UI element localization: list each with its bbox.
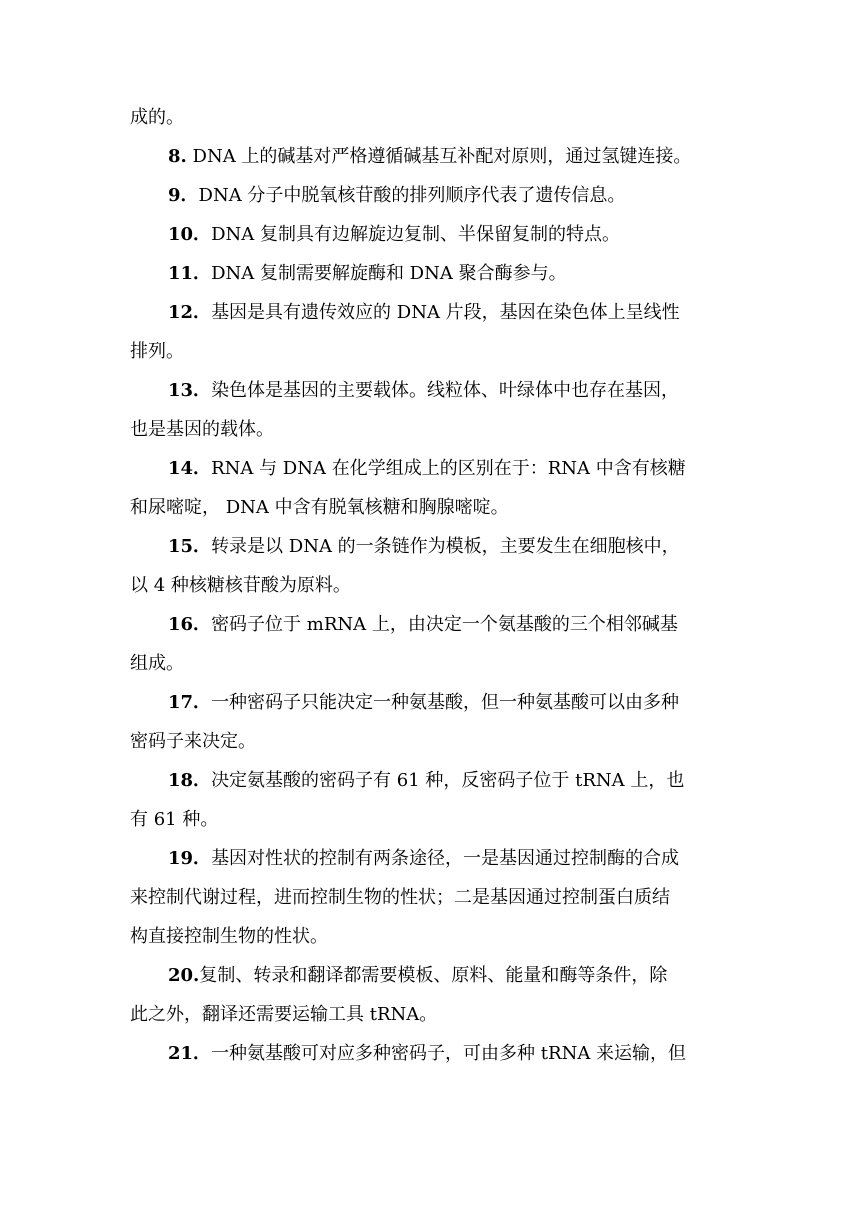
item-number: 11． bbox=[168, 263, 212, 284]
item-number: 21． bbox=[168, 1043, 212, 1064]
item-number: 9． bbox=[168, 185, 199, 206]
item-13 bbox=[130, 371, 730, 410]
item-number: 16． bbox=[168, 614, 212, 635]
item-number: 12． bbox=[168, 302, 212, 323]
line-text: DNA 复制需要解旋酶和 DNA 聚合酶参与。 bbox=[211, 263, 567, 284]
line-text: 和尿嘧啶， DNA 中含有脱氧核糖和胸腺嘧啶。 bbox=[130, 497, 509, 518]
line-text: 构直接控制生物的性状。 bbox=[130, 926, 328, 947]
item-14 bbox=[130, 449, 730, 488]
line-text: 密码子位于 mRNA 上，由决定一个氨基酸的三个相邻碱基 bbox=[211, 614, 678, 635]
text-line bbox=[130, 644, 730, 683]
line-text: 一种氨基酸可对应多种密码子，可由多种 tRNA 来运输，但 bbox=[211, 1043, 687, 1064]
item-16 bbox=[130, 605, 730, 644]
line-text: 密码子来决定。 bbox=[130, 731, 256, 752]
line-text: 也是基因的载体。 bbox=[130, 419, 274, 440]
line-text: 基因对性状的控制有两条途径，一是基因通过控制酶的合成 bbox=[211, 848, 680, 869]
line-text: DNA 分子中脱氧核苷酸的排列顺序代表了遗传信息。 bbox=[198, 185, 626, 206]
item-number: 19． bbox=[168, 848, 212, 869]
text-line bbox=[130, 410, 730, 449]
item-9 bbox=[130, 176, 730, 215]
item-17 bbox=[130, 683, 730, 722]
item-number: 18． bbox=[168, 770, 212, 791]
item-10 bbox=[130, 215, 730, 254]
item-15 bbox=[130, 527, 730, 566]
line-text: 复制、转录和翻译都需要模板、原料、能量和酶等条件，除 bbox=[199, 965, 668, 986]
line-text: 此之外，翻译还需要运输工具 tRNA。 bbox=[130, 1004, 438, 1025]
text-line bbox=[130, 995, 730, 1034]
item-11 bbox=[130, 254, 730, 293]
item-20 bbox=[130, 956, 730, 995]
item-number: 17． bbox=[168, 692, 212, 713]
line-text: 成的。 bbox=[130, 107, 184, 128]
line-text: 有 61 种。 bbox=[130, 809, 219, 830]
item-18 bbox=[130, 761, 730, 800]
line-text: 染色体是基因的主要载体。线粒体、叶绿体中也存在基因， bbox=[211, 380, 680, 401]
line-text: 排列。 bbox=[130, 341, 184, 362]
document-body bbox=[130, 98, 730, 1073]
item-19 bbox=[130, 839, 730, 878]
line-text: 一种密码子只能决定一种氨基酸，但一种氨基酸可以由多种 bbox=[211, 692, 680, 713]
item-21 bbox=[130, 1034, 730, 1073]
text-line bbox=[130, 878, 730, 917]
text-line bbox=[130, 722, 730, 761]
line-text: RNA 与 DNA 在化学组成上的区别在于：RNA 中含有核糖 bbox=[211, 458, 686, 479]
line-text: DNA 上的碱基对严格遵循碱基互补配对原则，通过氢键连接。 bbox=[186, 146, 692, 167]
item-number: 10． bbox=[168, 224, 212, 245]
item-number: 14． bbox=[168, 458, 212, 479]
item-number: 20. bbox=[168, 965, 200, 986]
text-line bbox=[130, 488, 730, 527]
text-line bbox=[130, 917, 730, 956]
item-8 bbox=[130, 137, 730, 176]
line-text: 基因是具有遗传效应的 DNA 片段，基因在染色体上呈线性 bbox=[211, 302, 680, 323]
text-line bbox=[130, 566, 730, 605]
item-number: 8. bbox=[168, 146, 187, 167]
line-text: 决定氨基酸的密码子有 61 种，反密码子位于 tRNA 上，也 bbox=[211, 770, 685, 791]
text-line bbox=[130, 800, 730, 839]
line-text: 以 4 种核糖核苷酸为原料。 bbox=[130, 575, 351, 596]
line-text: 来控制代谢过程，进而控制生物的性状；二是基因通过控制蛋白质结 bbox=[130, 887, 670, 908]
line-text: DNA 复制具有边解旋边复制、半保留复制的特点。 bbox=[211, 224, 620, 245]
line-text: 组成。 bbox=[130, 653, 184, 674]
text-line bbox=[130, 98, 730, 137]
item-12 bbox=[130, 293, 730, 332]
item-number: 15． bbox=[168, 536, 212, 557]
line-text: 转录是以 DNA 的一条链作为模板，主要发生在细胞核中， bbox=[211, 536, 680, 557]
item-number: 13． bbox=[168, 380, 212, 401]
text-line bbox=[130, 332, 730, 371]
